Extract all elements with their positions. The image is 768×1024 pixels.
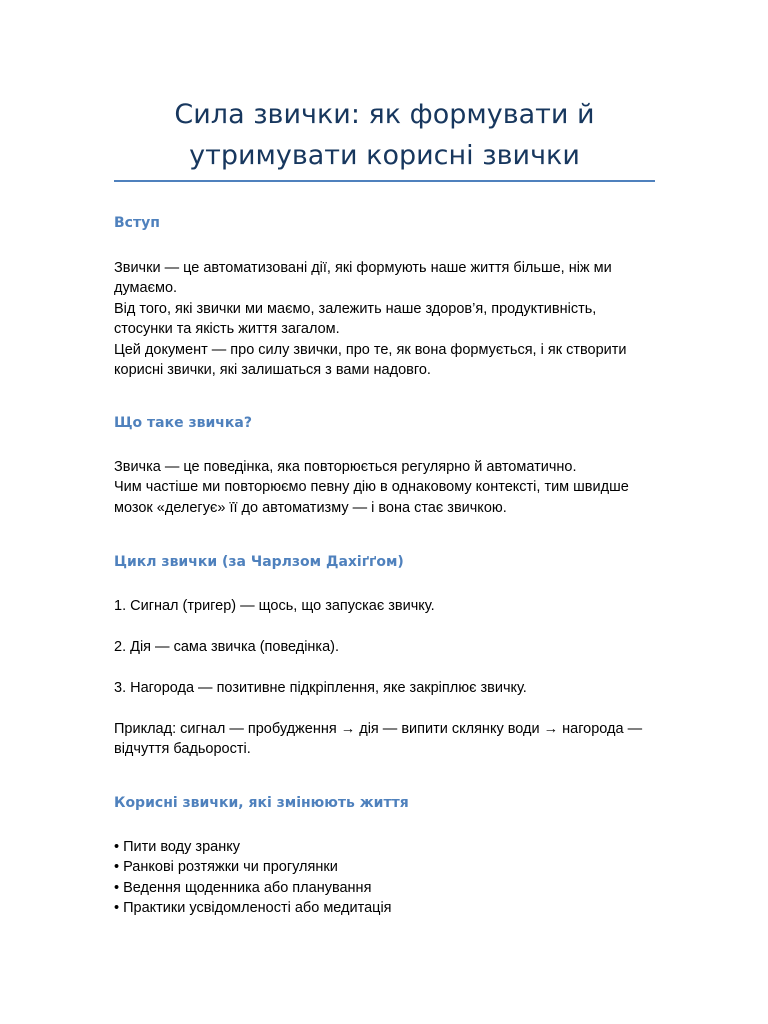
heading-habit-cycle: Цикл звички (за Чарлзом Дахіґґом) <box>114 554 404 570</box>
cycle-step-3: 3. Нагорода — позитивне підкріплення, яке закріплює звичку. <box>114 680 527 696</box>
intro-paragraph <box>114 258 655 380</box>
useful-habits-list <box>114 837 655 919</box>
title-underline <box>114 180 655 182</box>
intro-line: Цей документ — про силу звички, про те, як вона формується, і як створити корисні звички, які залишаться з вами надовго. <box>114 341 627 379</box>
list-item: • Ведення щоденника або планування <box>114 879 372 896</box>
heading-useful-habits: Корисні звички, які змінюють життя <box>114 795 409 811</box>
list-item: • Практики усвідомленості або медитація <box>114 900 392 917</box>
heading-what-is-habit: Що таке звичка? <box>114 415 252 431</box>
list-item: • Пити воду зранку <box>114 839 240 855</box>
what-is-paragraph <box>114 457 655 518</box>
cycle-step-1: 1. Сигнал (тригер) — щось, що запускає звичку. <box>114 598 435 614</box>
list-item: • Ранкові розтяжки чи прогулянки <box>114 859 338 876</box>
cycle-step-2: 2. Дія — сама звичка (поведінка). <box>114 639 340 655</box>
document-title: Сила звички: як формувати й утримувати корисні звички <box>174 99 595 171</box>
heading-intro: Вступ <box>114 215 160 231</box>
cycle-example: Приклад: сигнал — пробудження → дія — випити склянку води → нагорода — відчуття бадьорості. <box>114 721 643 758</box>
what-is-line: Звичка — це поведінка, яка повторюється регулярно й автоматично. <box>114 459 577 475</box>
intro-line: Від того, які звички ми маємо, залежить наше здоров’я, продуктивність, стосунки та якість життя загалом. <box>114 300 597 338</box>
intro-line: Звички — це автоматизовані дії, які формують наше життя більше, ніж ми думаємо. <box>114 260 612 297</box>
what-is-line: Чим частіше ми повторюємо певну дію в однаковому контексті, тим швидше мозок «делегує» її до автоматизму — і вона стає звичкою. <box>114 479 629 516</box>
